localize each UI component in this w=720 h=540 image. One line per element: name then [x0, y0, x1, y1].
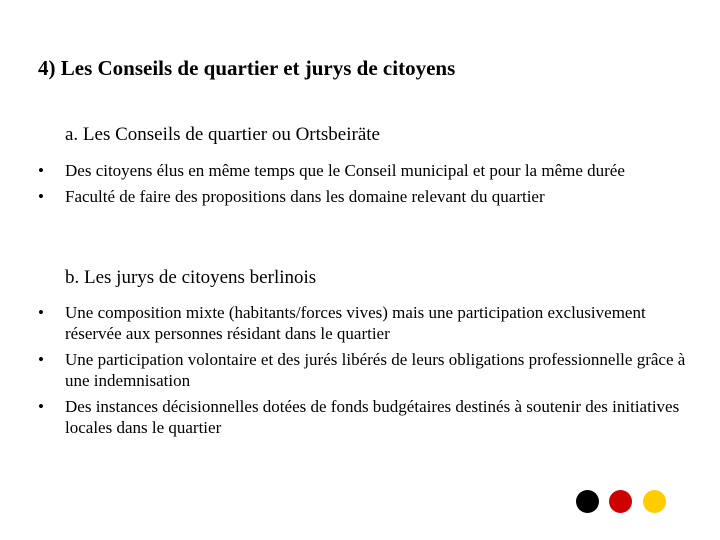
list-item	[38, 160, 688, 181]
yellow-dot-icon	[643, 490, 666, 513]
bullet-text: Une participation volontaire et des jurés libérés de leurs obligations professionnelle grâce à une indemnisation	[65, 350, 686, 390]
bullet-text: Faculté de faire des propositions dans les domaine relevant du quartier	[65, 187, 545, 206]
section-heading-b: b. Les jurys de citoyens berlinois	[65, 267, 317, 288]
red-dot-icon	[609, 490, 632, 513]
black-dot-icon	[576, 490, 599, 513]
list-item	[38, 302, 688, 344]
bullet-icon: •	[38, 397, 44, 416]
list-item	[38, 186, 688, 207]
bullet-text: Des citoyens élus en même temps que le Conseil municipal et pour la même durée	[65, 161, 625, 180]
list-item	[38, 396, 688, 438]
bullet-icon: •	[38, 161, 44, 180]
bullet-list-a	[38, 160, 688, 212]
bullet-text: Des instances décisionnelles dotées de fonds budgétaires destinés à soutenir des initiatives locales dans le quartier	[65, 397, 680, 437]
slide-title: 4) Les Conseils de quartier et jurys de citoyens	[38, 56, 456, 80]
list-item	[38, 349, 688, 391]
section-heading-a: a. Les Conseils de quartier ou Ortsbeiräte	[65, 124, 380, 145]
bullet-list-b	[38, 302, 688, 443]
bullet-icon: •	[38, 187, 44, 206]
bullet-icon: •	[38, 350, 44, 369]
bullet-icon: •	[38, 303, 44, 322]
bullet-text: Une composition mixte (habitants/forces vives) mais une participation exclusivement réservée aux personnes résidant dans le quartier	[65, 303, 646, 343]
